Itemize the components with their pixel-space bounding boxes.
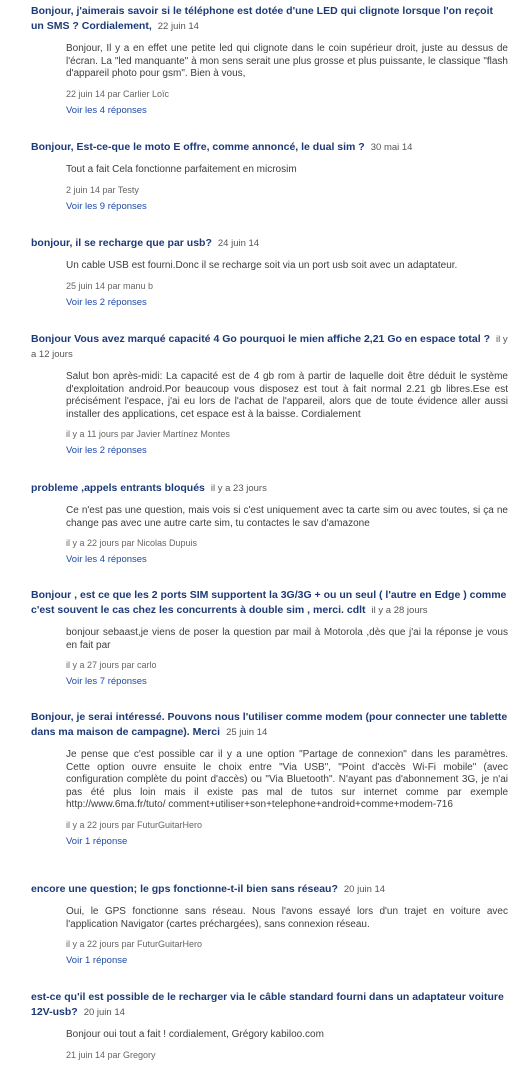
see-replies-link[interactable]: Voir les 4 réponses: [66, 554, 147, 565]
question-text[interactable]: Bonjour, j'aimerais savoir si le téléphone est dotée d'une LED qui clignote lorsque l'on reçoit un SMS ? Cordialement,: [31, 5, 493, 32]
see-replies-link[interactable]: Voir 1 réponse: [66, 955, 128, 966]
answer-meta: 2 juin 14 par Testy: [66, 184, 139, 195]
answer-text: Bonjour, Il y a en effet une petite led qui clignote dans le coin supérieur droit, juste au dessus de l'écran. La "led manquante" à mon sens serait une plus grosse et plus puissante, le classique "flash d'appareil photo pour gsm". Bien à vous,: [66, 43, 508, 79]
question-text[interactable]: Bonjour Vous avez marqué capacité 4 Go pourquoi le mien affiche 2,21 Go en espace total ?: [31, 333, 491, 345]
answer-text: Tout a fait Cela fonctionne parfaitement en microsim: [66, 164, 297, 175]
answer-text: Bonjour oui tout a fait ! cordialement, Grégory kabiloo.com: [66, 1029, 324, 1040]
answer-text: Ce n'est pas une question, mais vois si c'est uniquement avec ta carte sim ou avec toutes, si ça ne change pas avec une autre carte sim, tu contactes le sav d'amazone: [66, 505, 508, 529]
question-date: 25 juin 14: [226, 727, 268, 738]
answer-meta: 22 juin 14 par Carlier Loïc: [66, 88, 170, 99]
question-link[interactable]: [31, 332, 508, 362]
qa-item: [31, 481, 508, 588]
question-link[interactable]: [31, 588, 508, 618]
question-date: 30 mai 14: [370, 142, 413, 153]
answer-text: bonjour sebaast,je viens de poser la question par mail à Motorola ,dès que j'ai la réponse je vous en fait par: [66, 627, 508, 651]
qa-item: [31, 882, 508, 990]
see-replies-link[interactable]: Voir les 4 réponses: [66, 104, 147, 116]
question-text[interactable]: Bonjour , est ce que les 2 ports SIM supportent la 3G/3G + ou un seul ( l'autre en Edge ) comme c'est souvent le cas chez les concurrents à double sim , merci. cdlt: [31, 589, 507, 616]
question-date: 20 juin 14: [83, 1007, 125, 1018]
answer-meta: il y a 27 jours par carlo: [66, 660, 157, 670]
question-date: 20 juin 14: [343, 884, 386, 895]
see-replies-link[interactable]: Voir 1 réponse: [66, 835, 128, 847]
answer-text: Oui, le GPS fonctionne sans réseau. Nous l'avons essayé lors d'un trajet en voiture avec l'application Navigator (cartes préchargées), sans connexion réseau.: [66, 906, 508, 930]
question-text[interactable]: bonjour, il se recharge que par usb?: [31, 237, 212, 249]
answer-text: Un cable USB est fourni.Donc il se recharge soit via un port usb soit avec un adaptateur.: [66, 260, 458, 271]
answer-text: Je pense que c'est possible car il y a une option "Partage de connexion" dans les paramètres. Cette option ouvre ensuite le choix entre "Via USB", "Point d'accès Wi-Fi mobile" (avec configuration complète du point d'accès) ou "Via Bluetooth". N'ayant pas d'abonnement 3G, je n'ai pas été plus loin mais il existe pas mal de tutos sur internet comme par exemple http://www.6ma.fr/tuto/ comment+utiliser+son+telephone+android+comme+modem-716: [66, 749, 508, 810]
question-text[interactable]: encore une question; le gps fonctionne-t-il bien sans réseau?: [31, 883, 338, 895]
see-replies-link[interactable]: Voir les 9 réponses: [66, 200, 147, 212]
qa-item: [31, 990, 508, 1065]
answer-meta: 25 juin 14 par manu b: [66, 280, 154, 291]
qa-item: [31, 710, 508, 882]
question-text[interactable]: est-ce qu'il est possible de le recharger via le câble standard fourni dans un adaptateur voiture 12V-usb?: [31, 991, 504, 1018]
question-date: il y a 23 jours: [210, 483, 267, 494]
question-link[interactable]: [31, 882, 508, 897]
question-text[interactable]: Bonjour, je serai intéressé. Pouvons nous l'utiliser comme modem (pour connecter une tablette dans ma maison de campagne). Merci: [31, 711, 508, 738]
question-link[interactable]: [31, 990, 508, 1020]
question-link[interactable]: [31, 710, 508, 740]
qa-item: [31, 332, 508, 481]
question-date: 22 juin 14: [157, 21, 199, 32]
question-date: il y a 28 jours: [371, 605, 428, 616]
question-link[interactable]: [31, 236, 508, 251]
qa-item: [31, 236, 508, 332]
answer-meta: 21 juin 14 par Gregory: [66, 1049, 156, 1060]
question-text[interactable]: probleme ,appels entrants bloqués: [31, 482, 205, 494]
see-replies-link[interactable]: Voir les 2 réponses: [66, 296, 147, 308]
answer-meta: il y a 22 jours par FuturGuitarHero: [66, 819, 203, 830]
question-text[interactable]: Bonjour, Est-ce-que le moto E offre, comme annoncé, le dual sim ?: [31, 141, 365, 153]
see-replies-link[interactable]: Voir les 2 réponses: [66, 445, 147, 456]
question-link[interactable]: [31, 140, 508, 155]
question-link[interactable]: [31, 4, 508, 34]
question-date: il y a 12 jours: [31, 334, 508, 360]
qa-item: [31, 140, 508, 236]
question-link[interactable]: [31, 481, 508, 496]
answer-meta: il y a 22 jours par Nicolas Dupuis: [66, 538, 198, 548]
see-replies-link[interactable]: Voir les 7 réponses: [66, 676, 147, 687]
answer-meta: il y a 22 jours par FuturGuitarHero: [66, 939, 203, 949]
answer-text: Salut bon après-midi: La capacité est de 4 gb rom à partir de laquelle doit être déduit le système d'exploitation android.Por beaucoup vous disposez est tout à fait normal 2.21 gb libres.Ese est précisément l'espace, j'ai eu lors de l'achat de l'appareil, alors que de toute évidence aller aussi installer des applications, cet espace est à la baisse. Cordialement: [66, 371, 508, 420]
qa-item: [31, 588, 508, 710]
qa-item: [31, 4, 508, 140]
answer-meta: il y a 11 jours par Javier Martínez Montes: [66, 429, 230, 439]
question-date: 24 juin 14: [217, 238, 260, 249]
